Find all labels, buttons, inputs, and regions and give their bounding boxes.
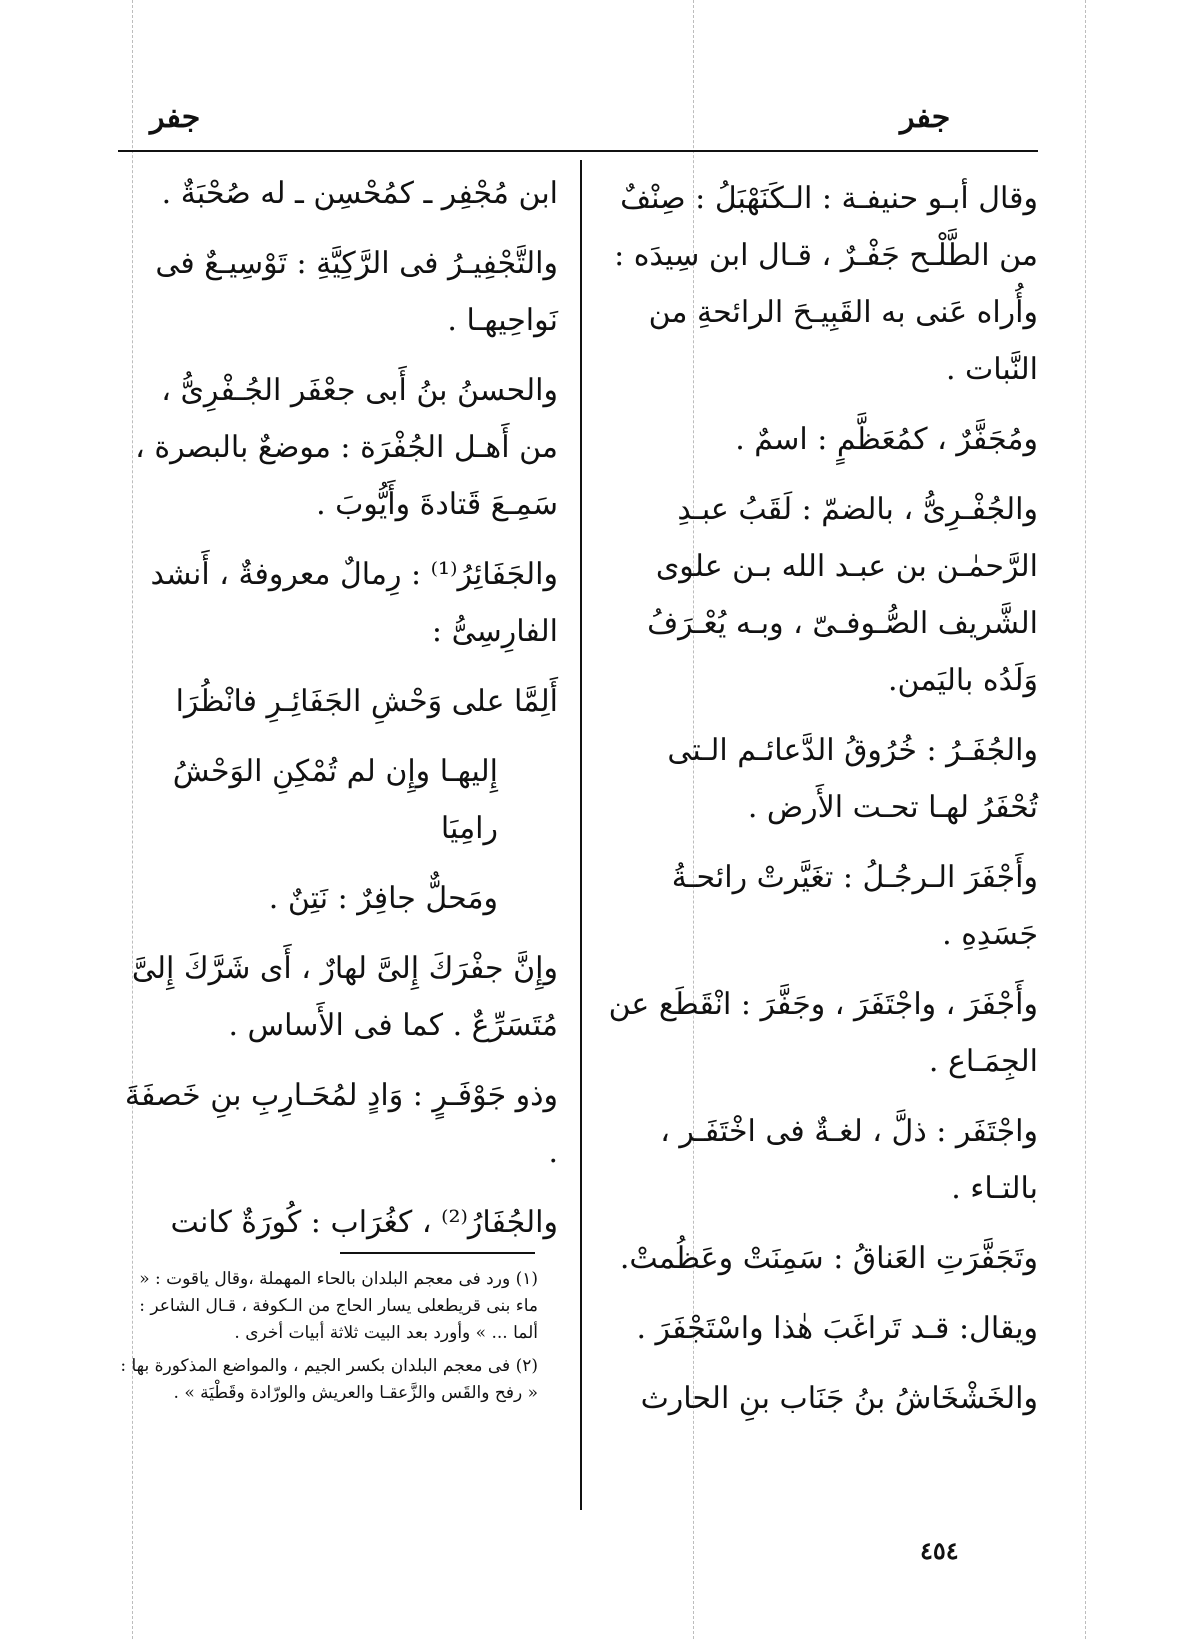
paragraph: وأَجْفَرَ الـرجُـلُ : تغَيَّرتْ رائحـةُ جَسَدِهِ .	[671, 860, 1038, 952]
paragraph: ومَحلٌّ جافِرٌ : نَتِنٌ .	[268, 881, 498, 916]
header-rule	[118, 150, 1038, 152]
scan-guide-line	[1085, 0, 1086, 1639]
footnote: (٢) فى معجم البلدان بكسر الجيم ، والمواضع المذكورة بها : « رفح والقَس والزَّعقـا والعريش والورّادة وقَطْيَة » .	[120, 1356, 538, 1403]
footnote-rule	[340, 1252, 535, 1254]
footnote: (١) ورد فى معجم البلدان بالحاء المهملة ،وقال ياقوت : « ماء بنى قريطعلى يسار الحاج من الـكوفة ، قـال الشاعر : ألما ... » وأورد بعد البيت ثلاثة أبيات أخرى .	[139, 1269, 538, 1343]
paragraph: ابن مُجْفِر ـ كمُحْسِن ـ له صُحْبَةٌ .	[161, 176, 558, 211]
verse-line: إِليهـا وإِن لم تُمْكِنِ الوَحْشُ رامِيَا	[172, 754, 498, 846]
page-number: ٤٥٤	[920, 1536, 959, 1565]
header-word-left: جفر	[150, 100, 201, 135]
verse-line: أَلِمَّا على وَحْشِ الجَفَائِـرِ فانْظُرَا	[175, 684, 558, 719]
paragraph: ومُجَفَّرٌ ، كمُعَظَّمٍ : اسمٌ .	[735, 422, 1038, 457]
left-column	[118, 165, 558, 1264]
paragraph: وقال أبـو حنيفـة : الـكَنَهْبَلُ : صِنْفٌ من الطَّلْـح جَفْـرٌ ، قـال ابن سِيدَه : وأُراه عَنى به القَبِيـحَ الرائحةِ من النَّبات .	[614, 181, 1038, 387]
paragraph: وتَجَفَّرَتِ العَناقُ : سَمِنَتْ وعَظُمتْ.	[619, 1241, 1038, 1276]
paragraph: والتَّجْفِيـرُ فى الرَّكِيَّةِ : تَوْسِيـعٌ فى نَواحِيهـا .	[155, 246, 558, 338]
footnotes	[118, 1266, 538, 1413]
paragraph: وإِنَّ جفْرَكَ إِلىَّ لهارٌ ، أَى شَرَّكَ إِلىَّ مُتَسَرِّعٌ . كما فى الأَساس .	[131, 951, 558, 1043]
column-divider	[580, 160, 582, 1510]
paragraph: والخَشْخَاشُ بنُ جَنَاب بنِ الحارث	[640, 1381, 1038, 1416]
paragraph: والجُفَـرُ : خُرُوقُ الدَّعائـم الـتى تُحْفَرُ لهـا تحـت الأَرض .	[667, 733, 1038, 825]
paragraph: والحسنُ بنُ أَبى جعْفَر الجُـفْرِىُّ ، من أَهـل الجُفْرَة : موضعٌ بالبصرة ، سَمِـعَ قَتادةَ وأَيُّوبَ .	[135, 373, 558, 522]
paragraph: والجُفَارُ⁽²⁾ ، كغُرَاب : كُورَةٌ كانت	[170, 1205, 558, 1240]
header-word-right: جفر	[900, 100, 951, 135]
paragraph: والجَفَائِرُ⁽¹⁾ : رِمالٌ معروفةٌ ، أَنشد الفارِسِىُّ :	[150, 557, 558, 649]
paragraph: واجْتَفَر : ذلَّ ، لغـةٌ فى اخْتَفَـر ، بالتـاء .	[660, 1114, 1038, 1206]
paragraph: وأَجْفَرَ ، واجْتَفَرَ ، وجَفَّرَ : انْقَطَع عن الجِمَـاع .	[608, 987, 1038, 1079]
paragraph: ويقال: قـد تَراغَبَ هٰذا واسْتَجْفَرَ .	[636, 1311, 1038, 1346]
paragraph: والجُفْـرِىُّ ، بالضمّ : لَقَبُ عبـدِ الرَّحمٰـن بن عبـد الله بـن علوى الشَّريف الصُّـوفـىّ ، وبـه يُعْـرَفُ وَلَدُه باليَمن.	[647, 492, 1038, 698]
right-column	[606, 170, 1038, 1440]
paragraph: وذو جَوْفَـرٍ : وَادٍ لمُحَـارِبِ بنِ خَصفَةَ .	[124, 1078, 558, 1170]
